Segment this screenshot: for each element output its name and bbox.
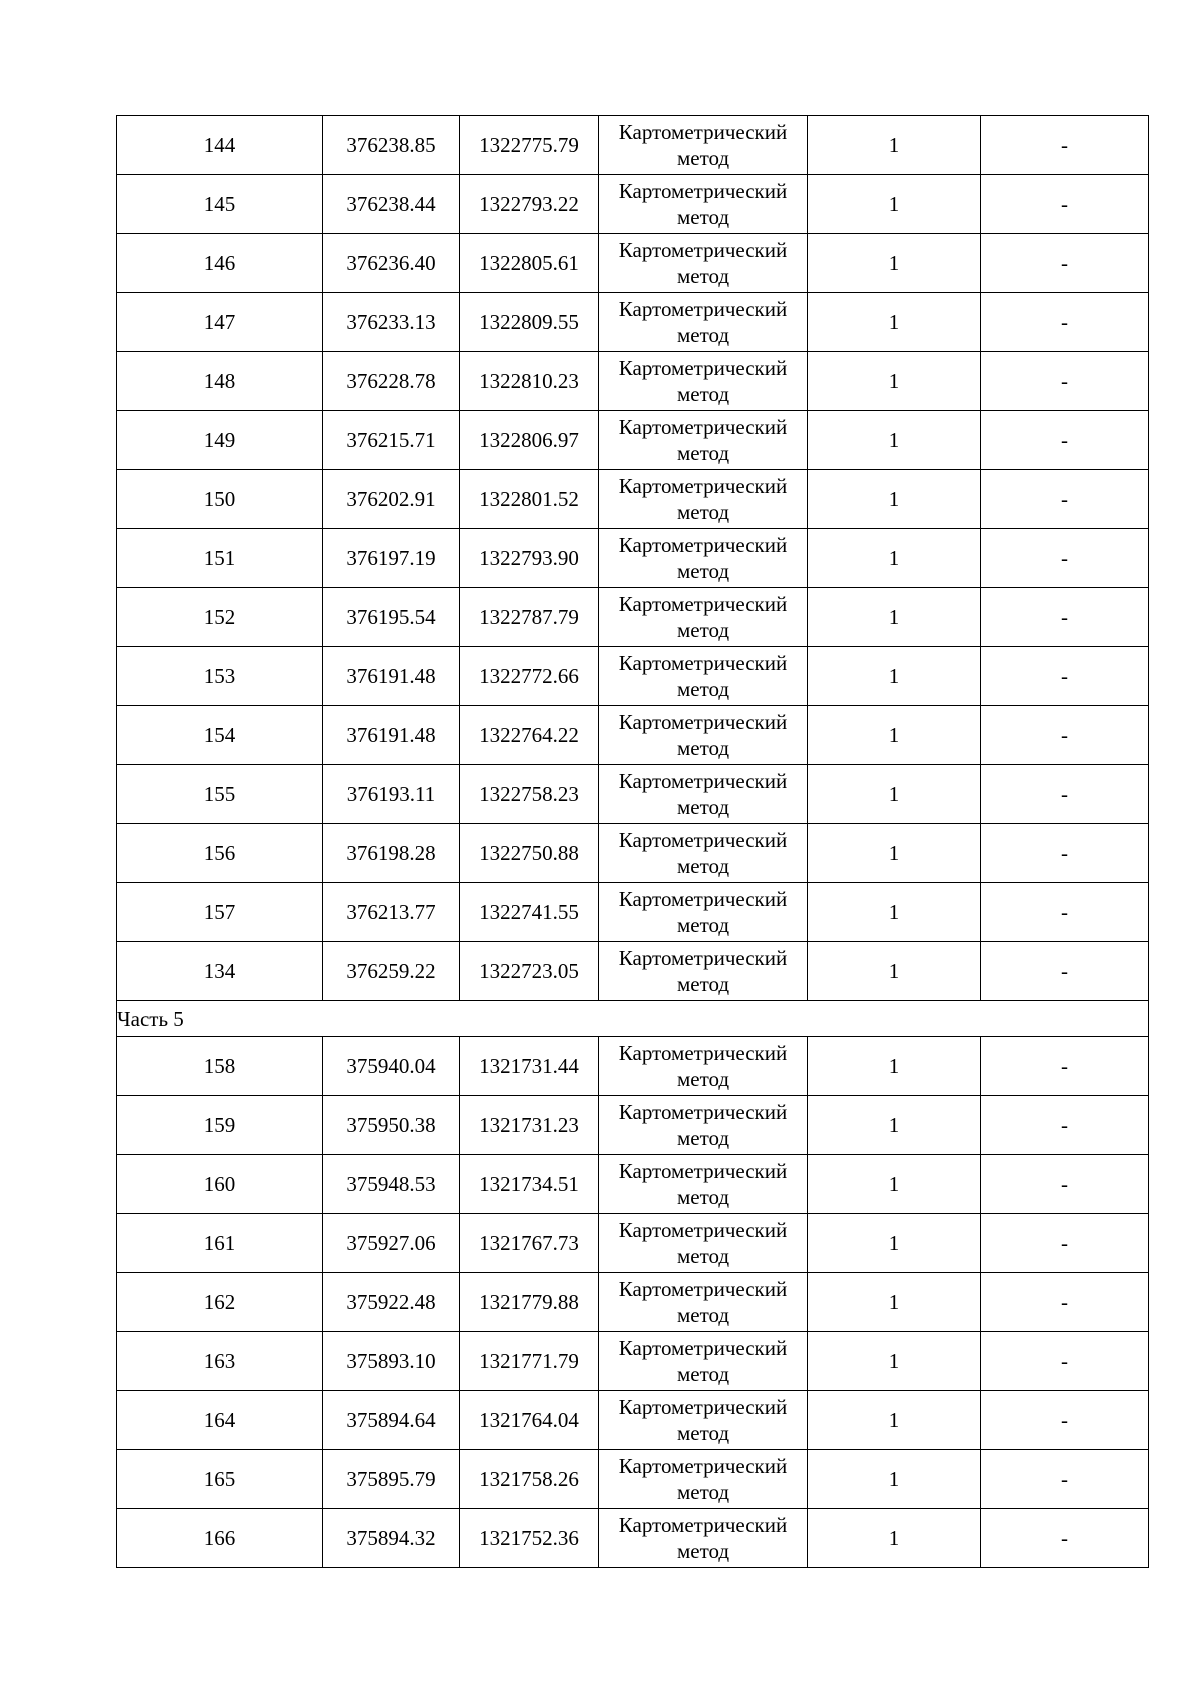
- method-line-2: метод: [676, 323, 730, 347]
- x-coordinate-cell: 375893.10: [323, 1332, 460, 1391]
- y-coordinate-cell: 1321731.44: [460, 1037, 599, 1096]
- accuracy-cell: 1: [808, 234, 981, 293]
- method-cell: [599, 942, 808, 1001]
- method-line-1: Картометрический: [618, 769, 788, 793]
- coordinates-table-body: [117, 116, 1149, 1568]
- point-number-cell: 163: [117, 1332, 323, 1391]
- point-number-cell: 161: [117, 1214, 323, 1273]
- x-coordinate-cell: 375940.04: [323, 1037, 460, 1096]
- accuracy-cell: 1: [808, 588, 981, 647]
- accuracy-cell: 1: [808, 706, 981, 765]
- method-line-1: Картометрический: [618, 474, 788, 498]
- x-coordinate-cell: 376259.22: [323, 942, 460, 1001]
- accuracy-cell: 1: [808, 293, 981, 352]
- method-line-1: Картометрический: [618, 1100, 788, 1124]
- point-number-cell: 153: [117, 647, 323, 706]
- method-line-2: метод: [676, 1126, 730, 1150]
- x-coordinate-cell: 376236.40: [323, 234, 460, 293]
- method-line-1: Картометрический: [618, 120, 788, 144]
- method-line-2: метод: [676, 1480, 730, 1504]
- table-row: [117, 647, 1149, 706]
- method-line-2: метод: [676, 146, 730, 170]
- x-coordinate-cell: 375894.32: [323, 1509, 460, 1568]
- method-line-1: Картометрический: [618, 1513, 788, 1537]
- point-number-cell: 151: [117, 529, 323, 588]
- y-coordinate-cell: 1322772.66: [460, 647, 599, 706]
- accuracy-cell: 1: [808, 529, 981, 588]
- description-cell: -: [981, 588, 1149, 647]
- method-line-2: метод: [676, 1539, 730, 1563]
- table-row: [117, 470, 1149, 529]
- method-cell: [599, 588, 808, 647]
- method-line-2: метод: [676, 205, 730, 229]
- x-coordinate-cell: 376228.78: [323, 352, 460, 411]
- method-line-1: Картометрический: [618, 238, 788, 262]
- x-coordinate-cell: 376233.13: [323, 293, 460, 352]
- coordinates-table: [116, 115, 1149, 1568]
- method-line-2: метод: [676, 500, 730, 524]
- table-row: [117, 1096, 1149, 1155]
- accuracy-cell: 1: [808, 470, 981, 529]
- description-cell: -: [981, 1214, 1149, 1273]
- method-line-1: Картометрический: [618, 1454, 788, 1478]
- method-line-2: метод: [676, 1244, 730, 1268]
- table-row: [117, 942, 1149, 1001]
- description-cell: -: [981, 234, 1149, 293]
- method-line-1: Картометрический: [618, 828, 788, 852]
- point-number-cell: 148: [117, 352, 323, 411]
- y-coordinate-cell: 1321731.23: [460, 1096, 599, 1155]
- method-line-2: метод: [676, 1185, 730, 1209]
- description-cell: -: [981, 352, 1149, 411]
- method-line-2: метод: [676, 677, 730, 701]
- method-line-1: Картометрический: [618, 1159, 788, 1183]
- method-line-1: Картометрический: [618, 356, 788, 380]
- method-cell: [599, 706, 808, 765]
- y-coordinate-cell: 1322741.55: [460, 883, 599, 942]
- description-cell: -: [981, 1391, 1149, 1450]
- table-row: [117, 1273, 1149, 1332]
- y-coordinate-cell: 1322806.97: [460, 411, 599, 470]
- point-number-cell: 149: [117, 411, 323, 470]
- method-line-1: Картометрический: [618, 297, 788, 321]
- method-line-2: метод: [676, 441, 730, 465]
- method-line-2: метод: [676, 972, 730, 996]
- x-coordinate-cell: 375927.06: [323, 1214, 460, 1273]
- y-coordinate-cell: 1321779.88: [460, 1273, 599, 1332]
- description-cell: -: [981, 883, 1149, 942]
- part-label: Часть 5: [117, 1001, 1149, 1037]
- y-coordinate-cell: 1321767.73: [460, 1214, 599, 1273]
- description-cell: -: [981, 1037, 1149, 1096]
- description-cell: -: [981, 1332, 1149, 1391]
- x-coordinate-cell: 375894.64: [323, 1391, 460, 1450]
- method-line-2: метод: [676, 264, 730, 288]
- method-cell: [599, 883, 808, 942]
- accuracy-cell: 1: [808, 1273, 981, 1332]
- x-coordinate-cell: 375950.38: [323, 1096, 460, 1155]
- table-row: [117, 234, 1149, 293]
- method-cell: [599, 175, 808, 234]
- y-coordinate-cell: 1322723.05: [460, 942, 599, 1001]
- y-coordinate-cell: 1321771.79: [460, 1332, 599, 1391]
- y-coordinate-cell: 1322750.88: [460, 824, 599, 883]
- method-cell: [599, 765, 808, 824]
- table-row: [117, 1155, 1149, 1214]
- table-row: [117, 411, 1149, 470]
- method-cell: [599, 116, 808, 175]
- method-line-1: Картометрический: [618, 887, 788, 911]
- y-coordinate-cell: 1321734.51: [460, 1155, 599, 1214]
- accuracy-cell: 1: [808, 352, 981, 411]
- description-cell: -: [981, 411, 1149, 470]
- table-row: [117, 706, 1149, 765]
- method-line-2: метод: [676, 382, 730, 406]
- method-line-2: метод: [676, 1421, 730, 1445]
- method-line-1: Картометрический: [618, 1395, 788, 1419]
- method-cell: [599, 234, 808, 293]
- point-number-cell: 144: [117, 116, 323, 175]
- x-coordinate-cell: 375922.48: [323, 1273, 460, 1332]
- table-row: [117, 1332, 1149, 1391]
- table-row: [117, 175, 1149, 234]
- x-coordinate-cell: 376202.91: [323, 470, 460, 529]
- y-coordinate-cell: 1322805.61: [460, 234, 599, 293]
- method-cell: [599, 1155, 808, 1214]
- x-coordinate-cell: 376238.85: [323, 116, 460, 175]
- y-coordinate-cell: 1322764.22: [460, 706, 599, 765]
- method-line-1: Картометрический: [618, 651, 788, 675]
- method-line-2: метод: [676, 618, 730, 642]
- table-row: [117, 1391, 1149, 1450]
- x-coordinate-cell: 376215.71: [323, 411, 460, 470]
- y-coordinate-cell: 1322793.90: [460, 529, 599, 588]
- method-cell: [599, 293, 808, 352]
- accuracy-cell: 1: [808, 1509, 981, 1568]
- accuracy-cell: 1: [808, 1214, 981, 1273]
- y-coordinate-cell: 1322793.22: [460, 175, 599, 234]
- point-number-cell: 154: [117, 706, 323, 765]
- point-number-cell: 145: [117, 175, 323, 234]
- accuracy-cell: 1: [808, 1450, 981, 1509]
- description-cell: -: [981, 824, 1149, 883]
- y-coordinate-cell: 1321758.26: [460, 1450, 599, 1509]
- x-coordinate-cell: 376191.48: [323, 647, 460, 706]
- method-line-1: Картометрический: [618, 1336, 788, 1360]
- table-row: [117, 293, 1149, 352]
- point-number-cell: 162: [117, 1273, 323, 1332]
- method-line-2: метод: [676, 1362, 730, 1386]
- point-number-cell: 158: [117, 1037, 323, 1096]
- accuracy-cell: 1: [808, 411, 981, 470]
- accuracy-cell: 1: [808, 1391, 981, 1450]
- description-cell: -: [981, 470, 1149, 529]
- point-number-cell: 165: [117, 1450, 323, 1509]
- table-row: [117, 1214, 1149, 1273]
- method-cell: [599, 1096, 808, 1155]
- method-cell: [599, 1037, 808, 1096]
- description-cell: -: [981, 1450, 1149, 1509]
- table-row: [117, 824, 1149, 883]
- x-coordinate-cell: 376213.77: [323, 883, 460, 942]
- x-coordinate-cell: 375895.79: [323, 1450, 460, 1509]
- y-coordinate-cell: 1322758.23: [460, 765, 599, 824]
- y-coordinate-cell: 1322801.52: [460, 470, 599, 529]
- description-cell: -: [981, 1273, 1149, 1332]
- description-cell: -: [981, 1509, 1149, 1568]
- method-line-1: Картометрический: [618, 946, 788, 970]
- x-coordinate-cell: 376191.48: [323, 706, 460, 765]
- method-line-1: Картометрический: [618, 1277, 788, 1301]
- method-line-2: метод: [676, 913, 730, 937]
- description-cell: -: [981, 942, 1149, 1001]
- accuracy-cell: 1: [808, 765, 981, 824]
- method-cell: [599, 1332, 808, 1391]
- method-line-2: метод: [676, 1303, 730, 1327]
- accuracy-cell: 1: [808, 1096, 981, 1155]
- point-number-cell: 160: [117, 1155, 323, 1214]
- method-cell: [599, 411, 808, 470]
- method-line-1: Картометрический: [618, 533, 788, 557]
- description-cell: -: [981, 706, 1149, 765]
- method-line-2: метод: [676, 795, 730, 819]
- method-line-1: Картометрический: [618, 710, 788, 734]
- x-coordinate-cell: 375948.53: [323, 1155, 460, 1214]
- method-line-1: Картометрический: [618, 179, 788, 203]
- y-coordinate-cell: 1321752.36: [460, 1509, 599, 1568]
- method-cell: [599, 470, 808, 529]
- table-row: [117, 883, 1149, 942]
- accuracy-cell: 1: [808, 1155, 981, 1214]
- point-number-cell: 166: [117, 1509, 323, 1568]
- accuracy-cell: 1: [808, 1332, 981, 1391]
- y-coordinate-cell: 1321764.04: [460, 1391, 599, 1450]
- point-number-cell: 134: [117, 942, 323, 1001]
- accuracy-cell: 1: [808, 1037, 981, 1096]
- method-cell: [599, 824, 808, 883]
- part-header-row: [117, 1001, 1149, 1037]
- x-coordinate-cell: 376195.54: [323, 588, 460, 647]
- method-line-2: метод: [676, 736, 730, 760]
- table-row: [117, 1509, 1149, 1568]
- method-cell: [599, 1391, 808, 1450]
- accuracy-cell: 1: [808, 175, 981, 234]
- method-line-1: Картометрический: [618, 1218, 788, 1242]
- table-row: [117, 765, 1149, 824]
- method-cell: [599, 1509, 808, 1568]
- point-number-cell: 146: [117, 234, 323, 293]
- method-line-1: Картометрический: [618, 415, 788, 439]
- description-cell: -: [981, 647, 1149, 706]
- description-cell: -: [981, 293, 1149, 352]
- table-row: [117, 352, 1149, 411]
- table-row: [117, 1450, 1149, 1509]
- method-line-2: метод: [676, 559, 730, 583]
- method-cell: [599, 352, 808, 411]
- method-cell: [599, 647, 808, 706]
- accuracy-cell: 1: [808, 824, 981, 883]
- y-coordinate-cell: 1322810.23: [460, 352, 599, 411]
- description-cell: -: [981, 1096, 1149, 1155]
- description-cell: -: [981, 529, 1149, 588]
- y-coordinate-cell: 1322775.79: [460, 116, 599, 175]
- description-cell: -: [981, 1155, 1149, 1214]
- x-coordinate-cell: 376197.19: [323, 529, 460, 588]
- point-number-cell: 156: [117, 824, 323, 883]
- method-cell: [599, 529, 808, 588]
- accuracy-cell: 1: [808, 647, 981, 706]
- y-coordinate-cell: 1322809.55: [460, 293, 599, 352]
- method-cell: [599, 1214, 808, 1273]
- method-line-1: Картометрический: [618, 592, 788, 616]
- accuracy-cell: 1: [808, 883, 981, 942]
- point-number-cell: 147: [117, 293, 323, 352]
- accuracy-cell: 1: [808, 116, 981, 175]
- description-cell: -: [981, 765, 1149, 824]
- method-cell: [599, 1450, 808, 1509]
- method-line-1: Картометрический: [618, 1041, 788, 1065]
- table-row: [117, 1037, 1149, 1096]
- x-coordinate-cell: 376193.11: [323, 765, 460, 824]
- point-number-cell: 159: [117, 1096, 323, 1155]
- y-coordinate-cell: 1322787.79: [460, 588, 599, 647]
- point-number-cell: 155: [117, 765, 323, 824]
- method-cell: [599, 1273, 808, 1332]
- method-line-2: метод: [676, 1067, 730, 1091]
- description-cell: -: [981, 116, 1149, 175]
- x-coordinate-cell: 376238.44: [323, 175, 460, 234]
- table-row: [117, 116, 1149, 175]
- point-number-cell: 164: [117, 1391, 323, 1450]
- point-number-cell: 150: [117, 470, 323, 529]
- description-cell: -: [981, 175, 1149, 234]
- table-row: [117, 529, 1149, 588]
- accuracy-cell: 1: [808, 942, 981, 1001]
- point-number-cell: 157: [117, 883, 323, 942]
- point-number-cell: 152: [117, 588, 323, 647]
- x-coordinate-cell: 376198.28: [323, 824, 460, 883]
- table-row: [117, 588, 1149, 647]
- method-line-2: метод: [676, 854, 730, 878]
